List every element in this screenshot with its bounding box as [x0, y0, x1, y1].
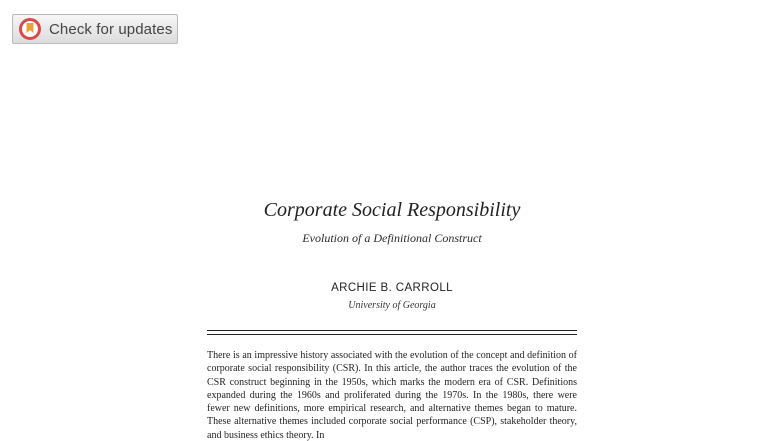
abstract-text: There is an impressive history associated with the evolution of the concept and definition of corporate social responsibility (CSR). In this article, the author traces the evolution of the CSR construct beginning in the 1950s, which marks the modern era of CSR. Definitions expanded during the 1960s and proliferated during the 1970s. In the 1980s, there were fewer new definitions, more empirical research, and alternative themes began to mature. These alternative themes included corporate social performance (CSP), stakeholder theory, and business ethics theory. In [207, 350, 577, 441]
crossmark-icon [19, 18, 41, 40]
article-title: Corporate Social Responsibility [263, 199, 521, 221]
check-for-updates-label: Check for updates [49, 20, 173, 38]
check-for-updates-button[interactable] [12, 14, 178, 44]
header-divider-top [207, 330, 577, 331]
author-name: ARCHIE B. CARROLL [331, 282, 453, 294]
header-divider-bottom [207, 334, 577, 335]
article-subtitle: Evolution of a Definitional Construct [302, 231, 482, 245]
author-affiliation: University of Georgia [348, 300, 436, 311]
